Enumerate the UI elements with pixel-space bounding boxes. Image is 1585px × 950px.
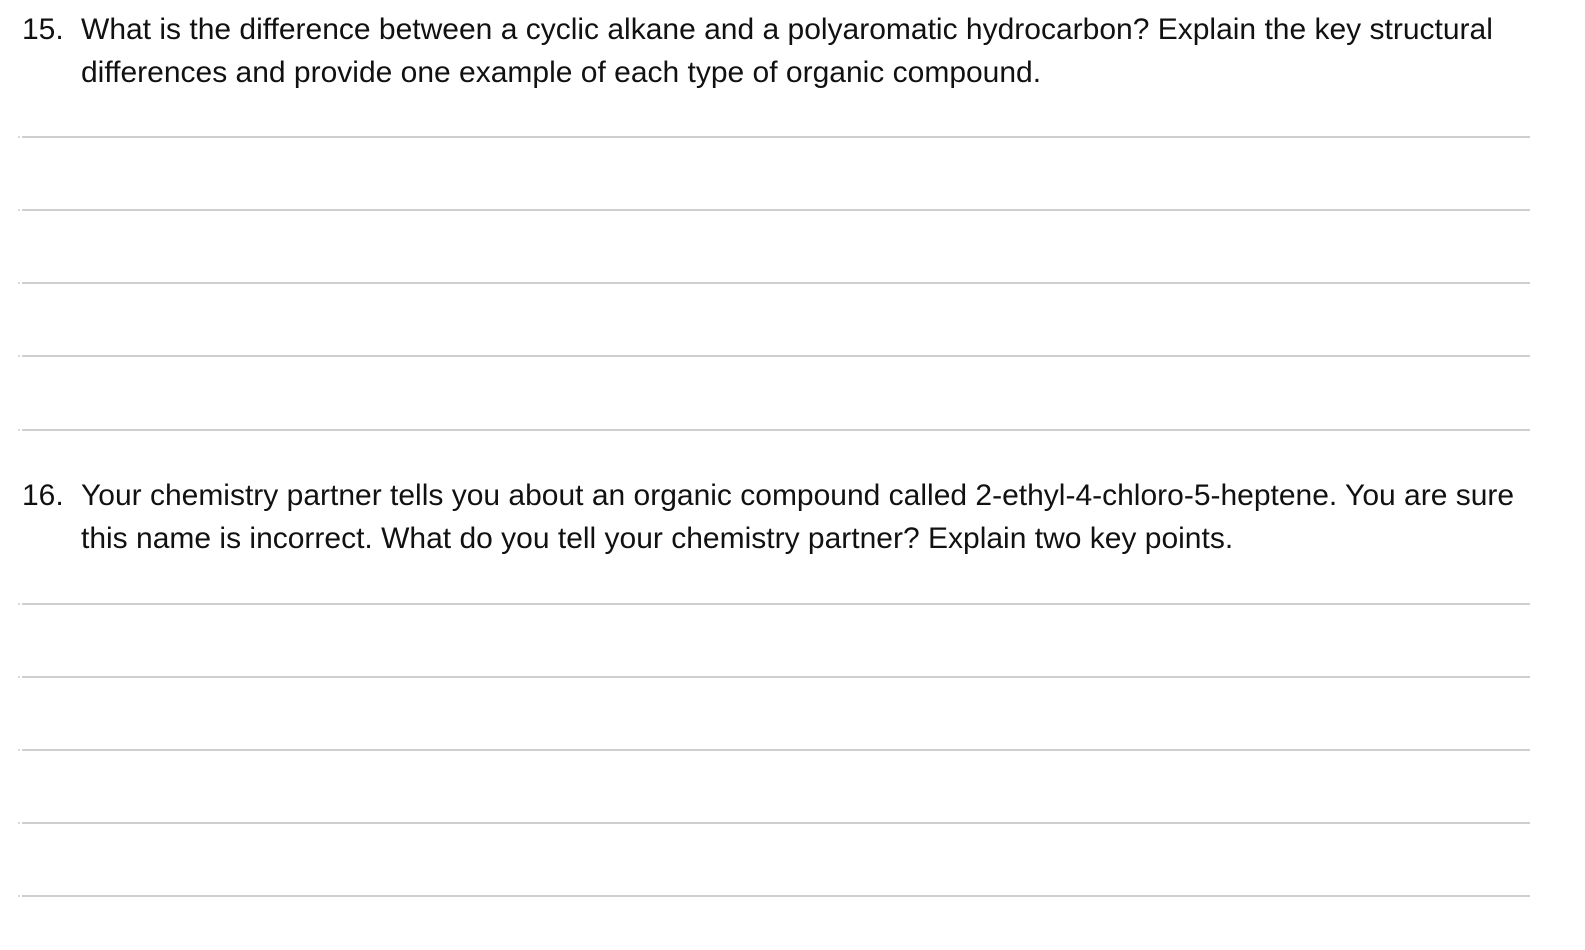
answer-line[interactable]	[22, 136, 1530, 138]
answer-line[interactable]	[22, 429, 1530, 431]
answer-line[interactable]	[22, 209, 1530, 211]
line-mark	[18, 822, 20, 824]
answer-line[interactable]	[22, 282, 1530, 284]
question-16	[22, 474, 1562, 560]
line-mark	[18, 895, 20, 897]
question-15	[22, 8, 1562, 94]
answer-line[interactable]	[22, 822, 1530, 824]
answer-line[interactable]	[22, 749, 1530, 751]
line-mark	[18, 603, 20, 605]
answer-line[interactable]	[22, 603, 1530, 605]
question-number: 16.	[22, 479, 64, 512]
question-text: What is the difference between a cyclic alkane and a polyaromatic hydrocarbon? Explain the key structural differences and provide one example of each type of organic compound.	[81, 13, 1493, 89]
line-mark	[18, 209, 20, 211]
line-mark	[18, 429, 20, 431]
line-mark	[18, 676, 20, 678]
line-mark	[18, 136, 20, 138]
answer-line[interactable]	[22, 895, 1530, 897]
answer-line[interactable]	[22, 676, 1530, 678]
line-mark	[18, 355, 20, 357]
line-mark	[18, 282, 20, 284]
question-text: Your chemistry partner tells you about an organic compound called 2-ethyl-4-chloro-5-heptene. You are sure this name is incorrect. What do you tell your chemistry partner? Explain two key points.	[81, 479, 1515, 555]
question-number: 15.	[22, 13, 64, 46]
answer-line[interactable]	[22, 355, 1530, 357]
line-mark	[18, 749, 20, 751]
